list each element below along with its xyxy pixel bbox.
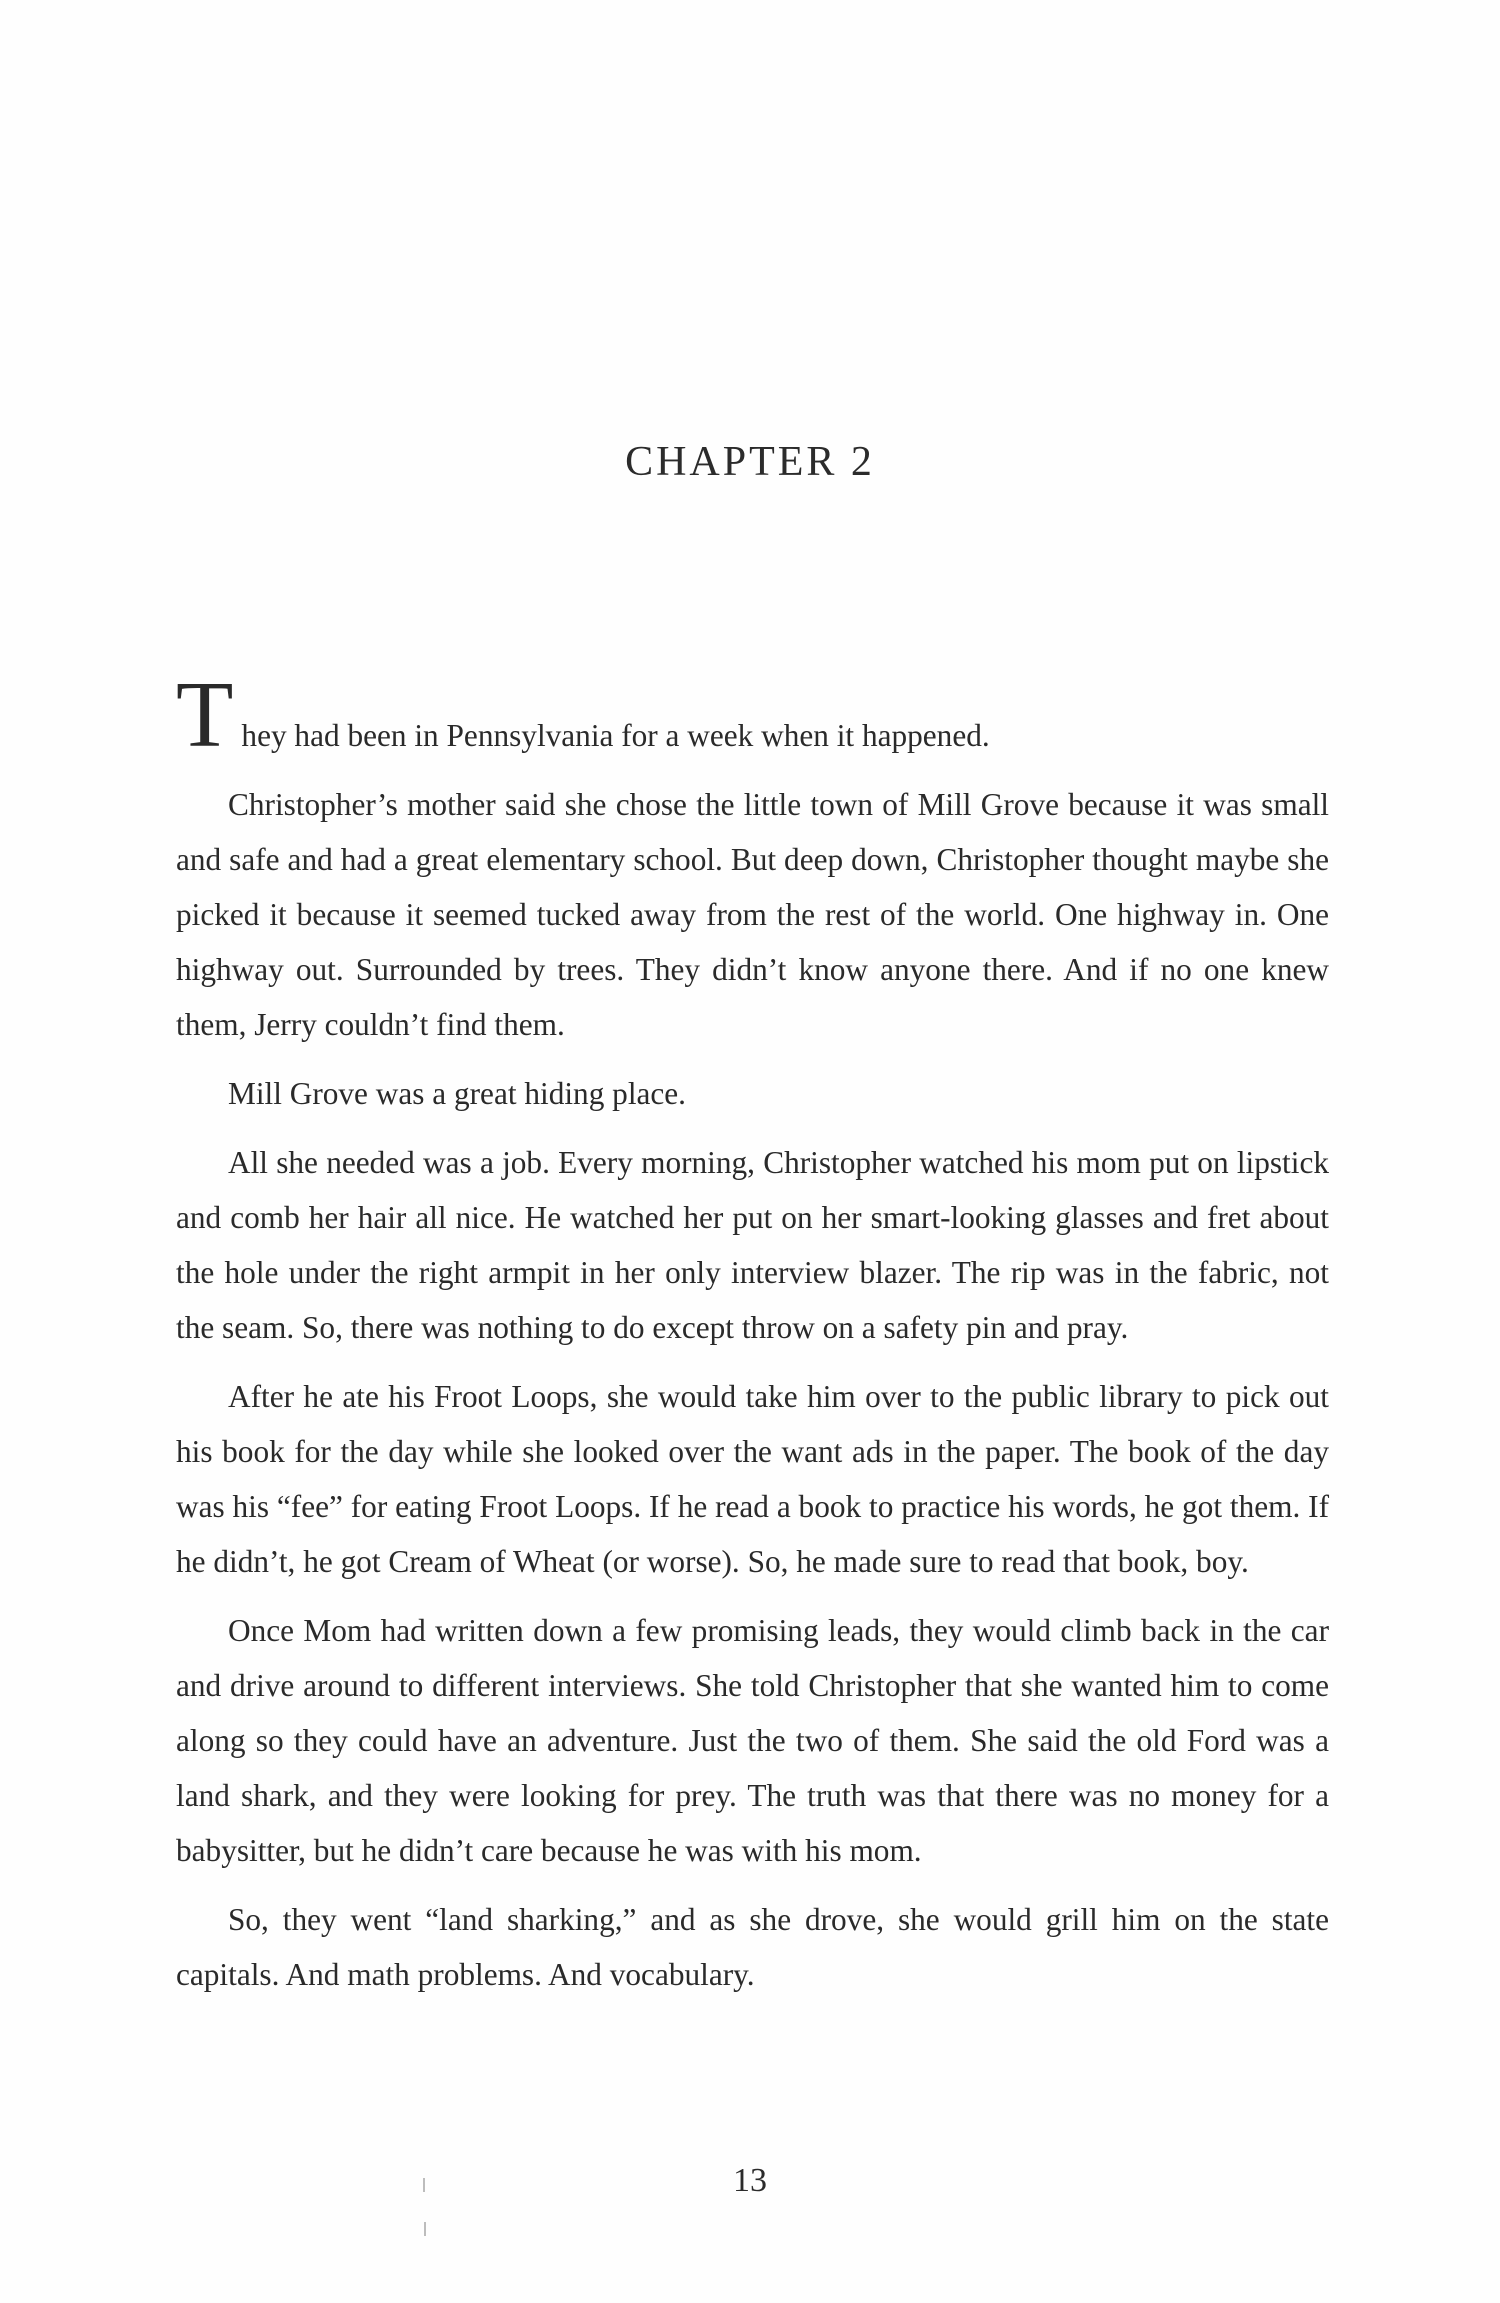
paragraph-1	[176, 663, 1329, 767]
chapter-heading: CHAPTER 2	[625, 439, 875, 485]
scan-speck	[424, 2222, 426, 2236]
page-number: 13	[733, 2162, 767, 2199]
scan-speck	[423, 2178, 425, 2192]
paragraph-1-text: hey had been in Pennsylvania for a week when it happened.	[241, 718, 990, 753]
chapter-body	[176, 663, 1329, 2016]
paragraph-4: All she needed was a job. Every morning, Christopher watched his mom put on lipstick and comb her hair all nice. He watched her put on her smart-looking glasses and fret about the hole under the right armpit in her only interview blazer. The rip was in the fabric, not the seam. So, there was nothing to do except throw on a safety pin and pray.	[176, 1145, 1329, 1345]
paragraph-2: Christopher’s mother said she chose the little town of Mill Grove because it was small and safe and had a great elementary school. But deep down, Christopher thought maybe she picked it because it seemed tucked away from the rest of the world. One highway in. One highway out. Surrounded by trees. They didn’t know anyone there. And if no one knew them, Jerry couldn’t find them.	[176, 787, 1329, 1042]
paragraph-6: Once Mom had written down a few promising leads, they would climb back in the car and drive around to different interviews. She told Christopher that she wanted him to come along so they could have an adventure. Just the two of them. She said the old Ford was a land shark, and they were looking for prey. The truth was that there was no money for a babysitter, but he didn’t care because he was with his mom.	[176, 1613, 1329, 1868]
paragraph-5: After he ate his Froot Loops, she would take him over to the public library to pick out his book for the day while she looked over the want ads in the paper. The book of the day was his “fee” for eating Froot Loops. If he read a book to practice his words, he got them. If he didn’t, he got Cream of Wheat (or worse). So, he made sure to read that book, boy.	[176, 1379, 1329, 1579]
paragraph-7: So, they went “land sharking,” and as she drove, she would grill him on the state capitals. And math problems. And vocabulary.	[176, 1902, 1329, 1992]
drop-cap: T	[176, 663, 234, 767]
paragraph-3: Mill Grove was a great hiding place.	[228, 1076, 687, 1111]
